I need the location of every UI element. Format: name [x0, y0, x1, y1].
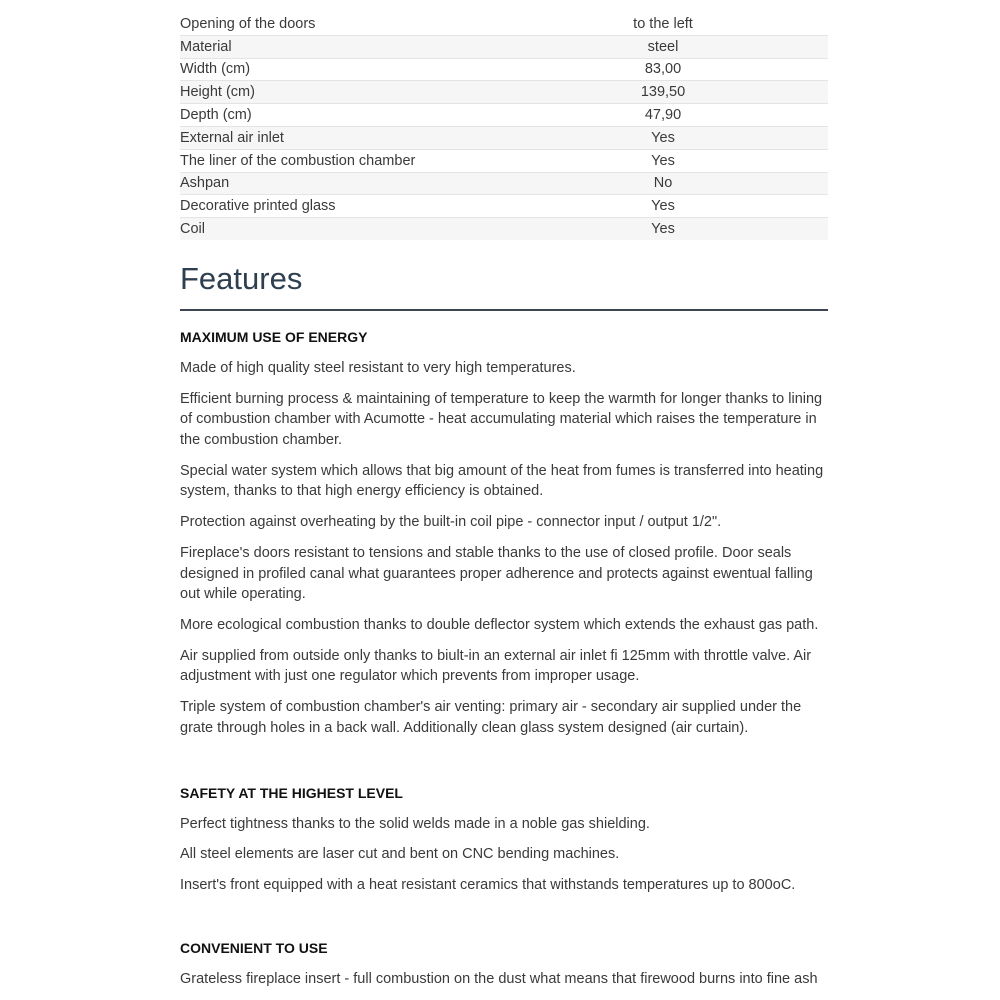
table-row — [180, 126, 828, 149]
spec-label: Height (cm) — [180, 81, 528, 104]
spec-value: steel — [528, 35, 828, 58]
spec-value: No — [528, 172, 828, 195]
table-row — [180, 195, 828, 218]
section-heading: CONVENIENT TO USE — [180, 939, 328, 956]
spec-label: Opening of the doors — [180, 13, 528, 35]
section-convenience — [180, 938, 828, 990]
spec-value: 83,00 — [528, 58, 828, 81]
paragraph: Fireplace's doors resistant to tensions and stable thanks to the use of closed profile. Door seals designed in profiled canal what guarantees proper adherence and protects against ewentual falling out while operating. — [180, 544, 813, 603]
section-safety — [180, 783, 828, 896]
spec-label: External air inlet — [180, 126, 528, 149]
paragraph: Made of high quality steel resistant to very high temperatures. — [180, 359, 576, 376]
spec-label: The liner of the combustion chamber — [180, 149, 528, 172]
table-row — [180, 13, 828, 35]
table-row — [180, 81, 828, 104]
spec-label: Decorative printed glass — [180, 195, 528, 218]
paragraph: Efficient burning process & maintaining of temperature to keep the warmth for longer thanks to lining of combustion chamber with Acumotte - heat accumulating material which raises the temperature in the combustion chamber. — [180, 390, 823, 449]
section-heading: SAFETY AT THE HIGHEST LEVEL — [180, 784, 403, 801]
spec-value: Yes — [528, 218, 828, 240]
paragraph: Triple system of combustion chamber's air venting: primary air - secondary air supplied under the grate through holes in a back wall. Additionally clean glass system designed (air curtain). — [180, 699, 802, 736]
spec-label: Ashpan — [180, 172, 528, 195]
paragraph: More ecological combustion thanks to double deflector system which extends the exhaust gas path. — [180, 617, 819, 633]
table-row — [180, 104, 828, 127]
paragraph: Insert's front equipped with a heat resistant ceramics that withstands temperatures up to 800oC. — [180, 876, 796, 893]
table-row — [180, 149, 828, 172]
spec-value: Yes — [528, 195, 828, 218]
paragraph: Grateless fireplace insert - full combustion on the dust what means that firewood burns into fine ash — [180, 970, 818, 987]
spec-value: Yes — [528, 149, 828, 172]
paragraph: All steel elements are laser cut and bent on CNC bending machines. — [180, 846, 620, 863]
spec-label: Coil — [180, 218, 528, 240]
spec-label: Material — [180, 35, 528, 58]
section-heading: MAXIMUM USE OF ENERGY — [180, 328, 368, 345]
spec-value: to the left — [528, 13, 828, 35]
spec-value: Yes — [528, 126, 828, 149]
spec-table — [180, 13, 828, 240]
spec-value: 139,50 — [528, 81, 828, 104]
table-row — [180, 58, 828, 81]
paragraph: Air supplied from outside only thanks to biult-in an external air inlet fi 125mm with throttle valve. Air adjustment with just one regulator which prevents from improper usage. — [180, 647, 812, 685]
spec-label: Depth (cm) — [180, 104, 528, 127]
paragraph: Special water system which allows that big amount of the heat from fumes is transferred into heating system, thanks to that high energy efficiency is obtained. — [180, 462, 824, 500]
paragraph: Perfect tightness thanks to the solid welds made in a noble gas shielding. — [180, 815, 650, 832]
spec-value: 47,90 — [528, 104, 828, 127]
paragraph: Protection against overheating by the built-in coil pipe - connector input / output 1/2". — [180, 514, 722, 531]
section-energy — [180, 327, 828, 739]
product-details — [180, 13, 828, 989]
table-row — [180, 172, 828, 195]
table-row — [180, 35, 828, 58]
spec-label: Width (cm) — [180, 58, 528, 81]
features-title: Features — [180, 259, 828, 311]
table-row — [180, 218, 828, 240]
